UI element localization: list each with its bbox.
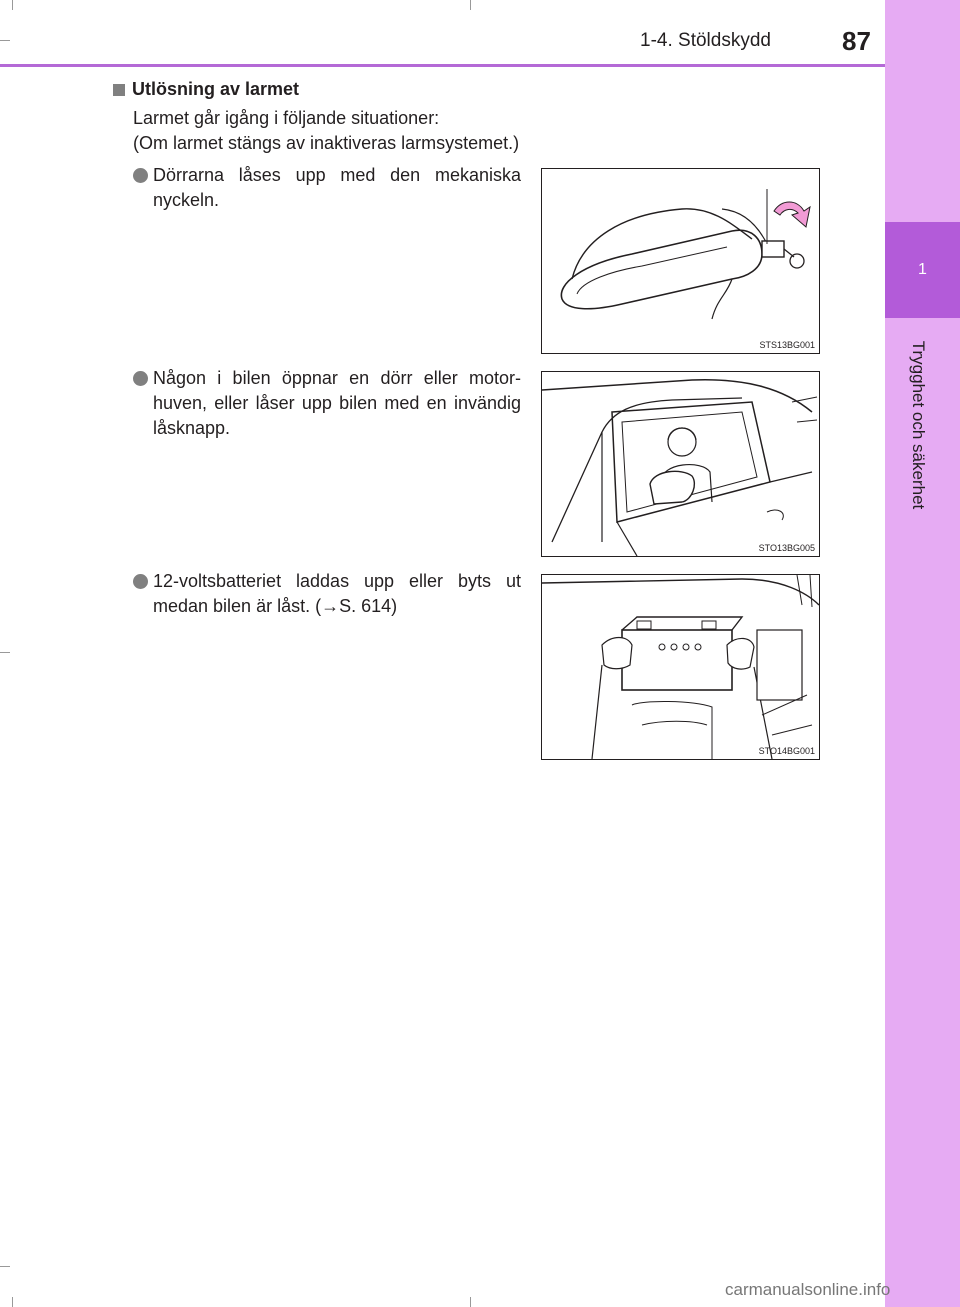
header-divider	[0, 64, 885, 67]
car-door-drawing	[542, 372, 819, 556]
figure-code: STO13BG005	[758, 543, 815, 553]
square-bullet-icon	[113, 84, 125, 96]
driver-in-car-illustration	[541, 371, 820, 557]
bullet-dot-icon	[133, 371, 148, 386]
figure-code: STS13BG001	[759, 340, 815, 350]
intro-text	[133, 106, 519, 156]
intro-line: Larmet går igång i följande situationer:	[133, 108, 440, 128]
crop-mark	[0, 40, 10, 41]
heading-text: Utlösning av larmet	[132, 79, 300, 99]
door-handle-drawing	[542, 169, 819, 353]
chapter-number-tab	[885, 222, 960, 318]
list-item-text: Dörrarna låses upp med den mekaniska nyckeln.	[153, 165, 521, 210]
chapter-title: Trygghet och säkerhet	[909, 340, 928, 510]
section-title: 1-4. Stöldskydd	[640, 30, 771, 51]
crop-mark	[0, 1266, 10, 1267]
intro-line: (Om larmet stängs av inaktiveras larmsystemet.)	[133, 133, 520, 153]
door-handle-key-illustration	[541, 168, 820, 354]
list-item-text: Någon i bilen öppnar en dörr eller motor-huven, eller låser upp bilen med en invändig låsknapp.	[153, 368, 521, 438]
bullet-dot-icon	[133, 574, 148, 589]
battery-drawing	[542, 575, 819, 759]
battery-replacement-illustration	[541, 574, 820, 760]
list-item	[133, 366, 521, 441]
crop-mark	[0, 652, 10, 653]
chapter-number: 1	[918, 261, 927, 278]
list-item	[133, 569, 521, 619]
crop-mark	[470, 0, 471, 10]
crop-mark	[470, 1297, 471, 1307]
crop-mark	[12, 1297, 13, 1307]
page-number: 87	[842, 26, 871, 56]
figure-code: STO14BG001	[758, 746, 815, 756]
list-item	[133, 163, 521, 213]
list-item-text: 12-voltsbatteriet laddas upp eller byts ut medan bilen är låst. (→S. 614)	[153, 571, 521, 616]
crop-mark	[12, 0, 13, 10]
chapter-side-tab	[885, 0, 960, 1307]
watermark: carmanualsonline.info	[725, 1280, 891, 1299]
section-heading	[113, 79, 299, 100]
bullet-dot-icon	[133, 168, 148, 183]
